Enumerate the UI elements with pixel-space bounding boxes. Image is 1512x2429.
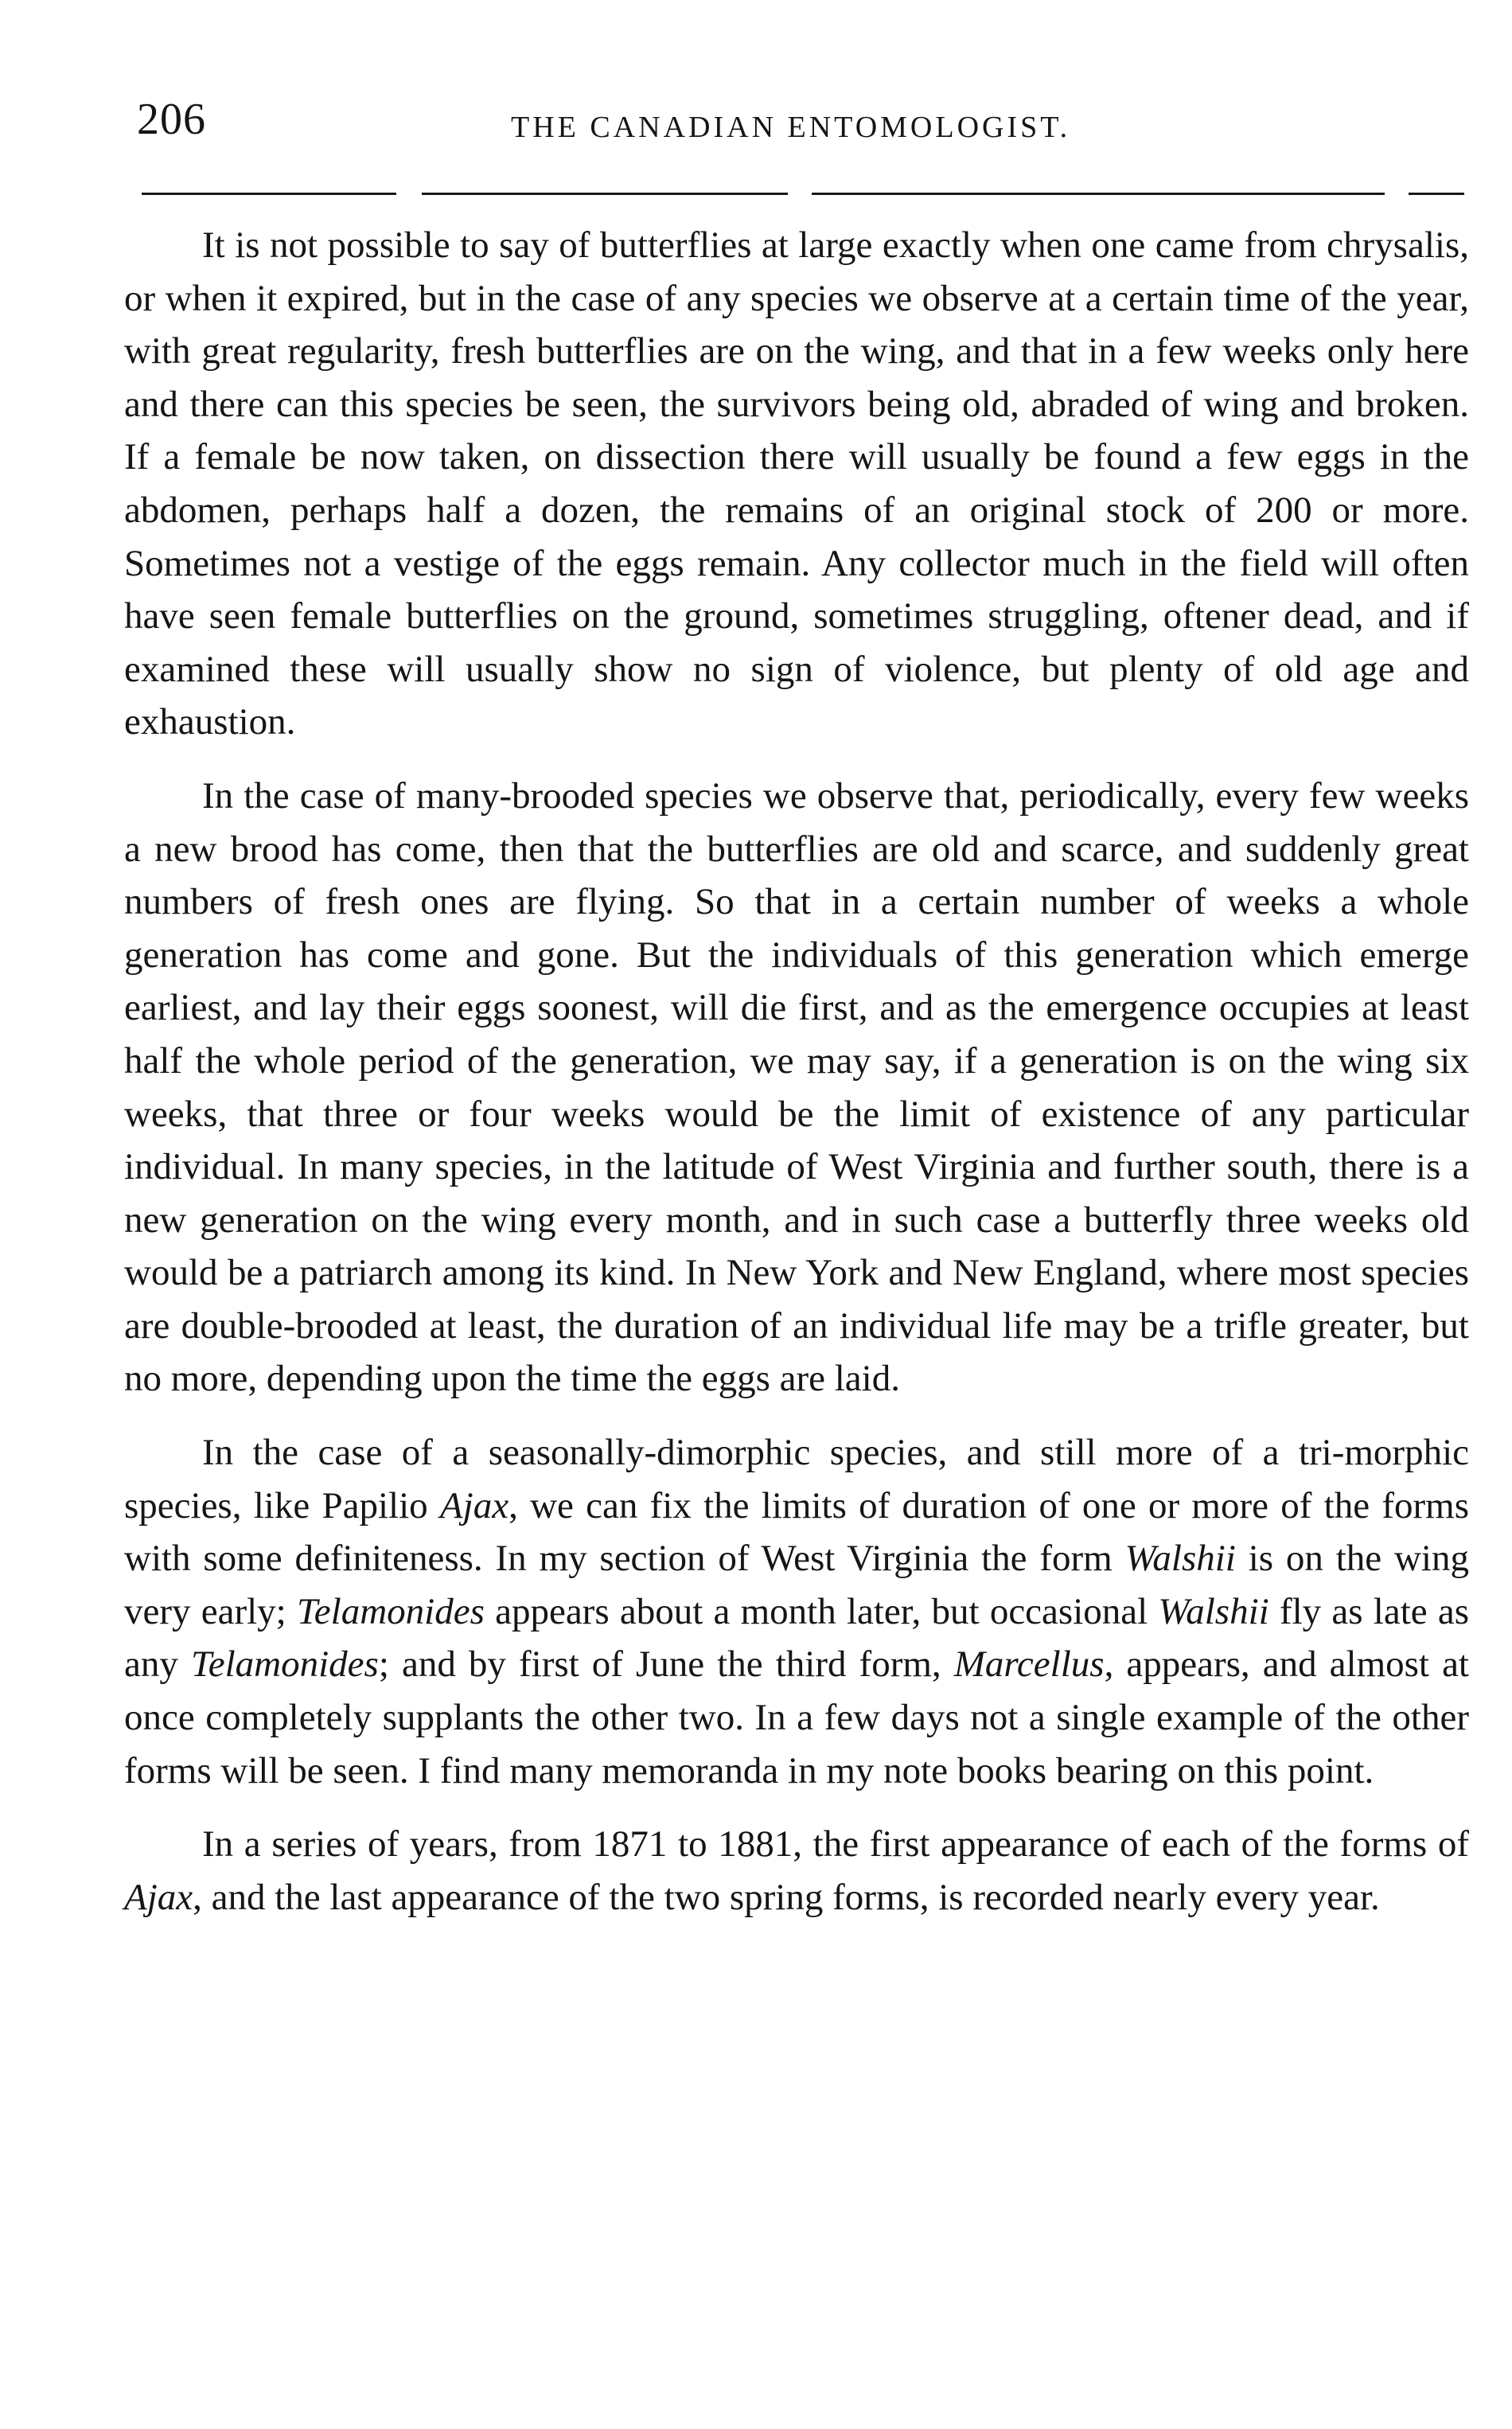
paragraph-1: It is not possible to say of butterflies at large exactly when one came from chrysalis, or when it expired, but in the case of any species we observe at a certain time of the year, with great regularity, fresh butterflies are on the wing, and that in a few weeks only here and there can this species be seen, the survivors being old, abraded of wing and broken. If a female be now taken, on dissection there will usually be found a few eggs in the abdomen, perhaps half a dozen, the remains of an original stock of 200 or more. Sometimes not a vestige of the eggs remain. Any collector much in the field will often have seen female butterflies on the ground, sometimes struggling, oftener dead, and if examined these will usually show no sign of violence, but plenty of old age and exhaustion. (124, 224, 1469, 743)
header-rule-right (812, 193, 1385, 195)
species-name-italic: Ajax (124, 1876, 193, 1918)
paragraph-3-text: is on the wing very early; (124, 1538, 1469, 1632)
paragraph-4-text: In a series of years, from 1871 to 1881, the first appearance of each of the forms of (202, 1823, 1469, 1866)
form-name-italic: Marcellus (953, 1643, 1105, 1686)
article-body (124, 219, 1469, 1944)
paragraph-3-text: , we can fix the limits of duration of one or more of the forms with some definiteness. In my section of West Virginia the form (124, 1484, 1469, 1580)
form-name-italic: Walshii (1158, 1590, 1269, 1632)
paragraph-3-text: fly as late as any (124, 1590, 1469, 1686)
page-number: 206 (137, 95, 206, 144)
header-rule-left (142, 193, 396, 195)
paragraph-2: In the case of many-brooded species we observe that, periodically, every few weeks a new brood has come, then that the butterflies are old and scarce, and suddenly great numbers of fresh ones are flying. So that in a certain number of weeks a whole generation has come and gone. But the individuals of this generation which emerge earliest, and lay their eggs soonest, will die first, and as the emergence occupies at least half the whole period of the generation, we may say, if a generation is on the wing six weeks, that three or four weeks would be the limit of existence of any particular individual. In many species, in the latitude of West Virginia and further south, there is a new generation on the wing every month, and in such case a butterfly three weeks old would be a patriarch among its kind. In New York and New England, where most species are double-brooded at least, the duration of an individual life may be a trifle greater, but no more, depending upon the time the eggs are laid. (124, 774, 1469, 1400)
running-title: THE CANADIAN ENTOMOLOGIST. (511, 111, 1071, 144)
form-name-italic: Telamonides (296, 1590, 485, 1632)
header-rule-middle (422, 193, 788, 195)
paragraph-3-text: ; and by first of June the third form, (378, 1643, 954, 1686)
form-name-italic: Walshii (1124, 1538, 1236, 1580)
header-rule-end (1409, 193, 1464, 195)
paragraph-3-text: appears about a month later, but occasional (484, 1590, 1159, 1632)
paragraph-3-text: In the case of a seasonally-dimorphic species, and still more of a tri-morphic species, like Papilio (124, 1432, 1469, 1526)
paragraph-4 (124, 1818, 1469, 1924)
species-name-italic: Ajax (439, 1484, 509, 1526)
paragraph-3 (124, 1426, 1469, 1797)
form-name-italic: Telamonides (190, 1643, 379, 1686)
paragraph-3-text: , appears, and almost at once completely supplants the other two. In a few days not a single example of the other forms will be seen. I find many memoranda in my note books bearing on this point. (124, 1643, 1469, 1792)
page-header (137, 94, 1466, 158)
paragraph-4-text: , and the last appearance of the two spring forms, is recorded nearly every year. (193, 1876, 1380, 1918)
